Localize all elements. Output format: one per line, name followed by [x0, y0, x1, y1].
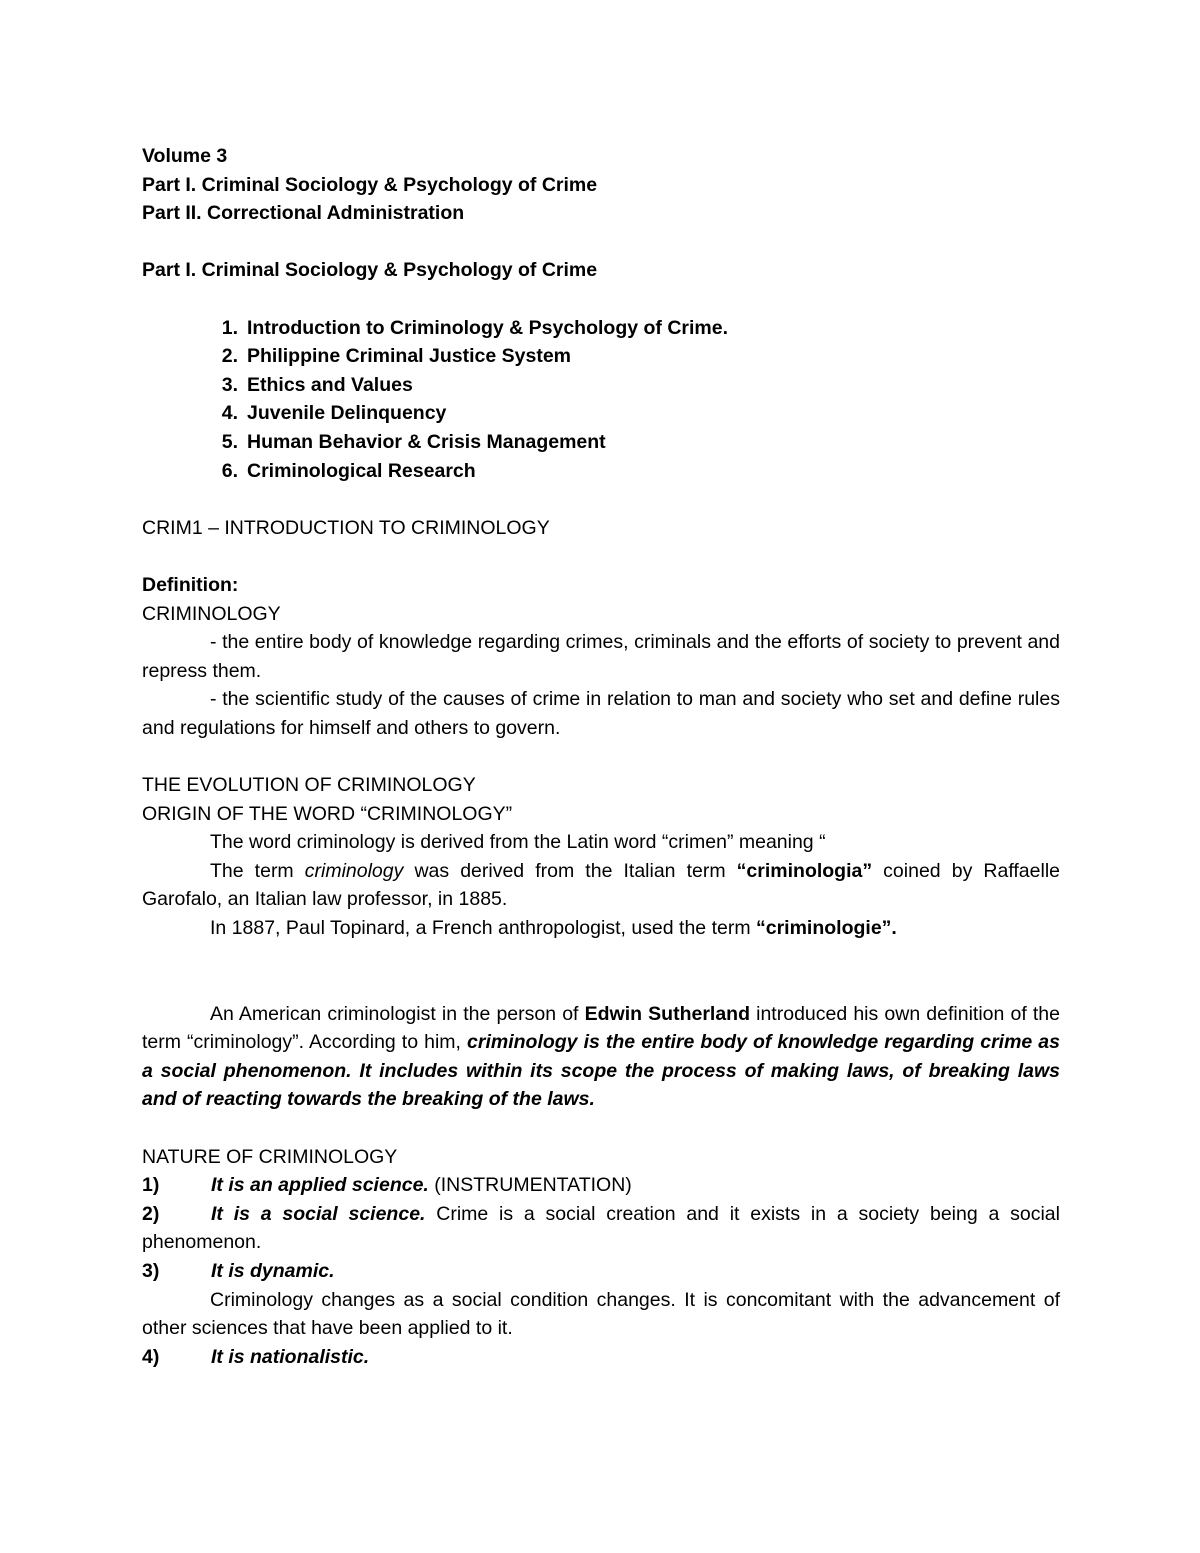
part1-title: Part I. Criminal Sociology & Psychology of Crime	[142, 173, 598, 196]
list-item: 6. Criminological Research	[221, 459, 476, 482]
list-item: 4. Juvenile Delinquency	[221, 402, 447, 425]
topic-list	[142, 314, 1060, 486]
definition-1: - the entire body of knowledge regarding crimes, criminals and the efforts of society to prevent and repress them.	[142, 631, 1060, 682]
part1-heading: Part I. Criminal Sociology & Psychology of Crime	[142, 259, 598, 282]
volume-title: Volume 3	[142, 145, 228, 167]
origin-paragraph-1: The word criminology is derived from the Latin word “crimen” meaning “	[210, 831, 826, 854]
nature-heading: NATURE OF CRIMINOLOGY	[142, 1145, 398, 1168]
criminology-term: CRIMINOLOGY	[142, 602, 281, 625]
definition-label: Definition:	[142, 573, 239, 596]
list-item: 2. Philippine Criminal Justice System	[221, 345, 572, 368]
origin-paragraph-2: The term criminology was derived from the Italian term “criminologia” coined by Raffaelle Garofalo, an Italian law professor, in 1885.	[142, 859, 1060, 911]
list-item: 5. Human Behavior & Crisis Management	[221, 430, 606, 453]
list-item: 1) It is an applied science. (INSTRUMENTATION)	[142, 1174, 632, 1197]
definition-2: - the scientific study of the causes of crime in relation to man and society who set and define rules and regulations for himself and others to govern.	[142, 688, 1060, 739]
list-item: 1. Introduction to Criminology & Psychology of Crime.	[221, 316, 729, 339]
evolution-heading: THE EVOLUTION OF CRIMINOLOGY	[142, 774, 476, 797]
origin-paragraph-3: In 1887, Paul Topinard, a French anthropologist, used the term “criminologie”.	[210, 917, 897, 940]
sutherland-paragraph: An American criminologist in the person of Edwin Sutherland introduced his own definition of the term “criminology”. According to him, criminology is the entire body of knowledge regarding crime as a social phenomenon. It includes within its scope the process of making laws, of breaking laws and of reacting towards the breaking of the laws.	[142, 1002, 1060, 1111]
crim1-title: CRIM1 – INTRODUCTION TO CRIMINOLOGY	[142, 516, 550, 539]
list-item: 2) It is a social science. Crime is a social creation and it exists in a society being a social phenomenon.	[142, 1202, 1060, 1254]
list-item: 4) It is nationalistic.	[142, 1345, 370, 1368]
dynamic-detail: Criminology changes as a social condition changes. It is concomitant with the advancement of other sciences that have been applied to it.	[142, 1288, 1060, 1340]
origin-heading: ORIGIN OF THE WORD “CRIMINOLOGY”	[142, 802, 513, 825]
list-item: 3) It is dynamic.	[142, 1259, 335, 1282]
list-item: 3. Ethics and Values	[221, 373, 413, 396]
part2-title: Part II. Correctional Administration	[142, 202, 465, 225]
